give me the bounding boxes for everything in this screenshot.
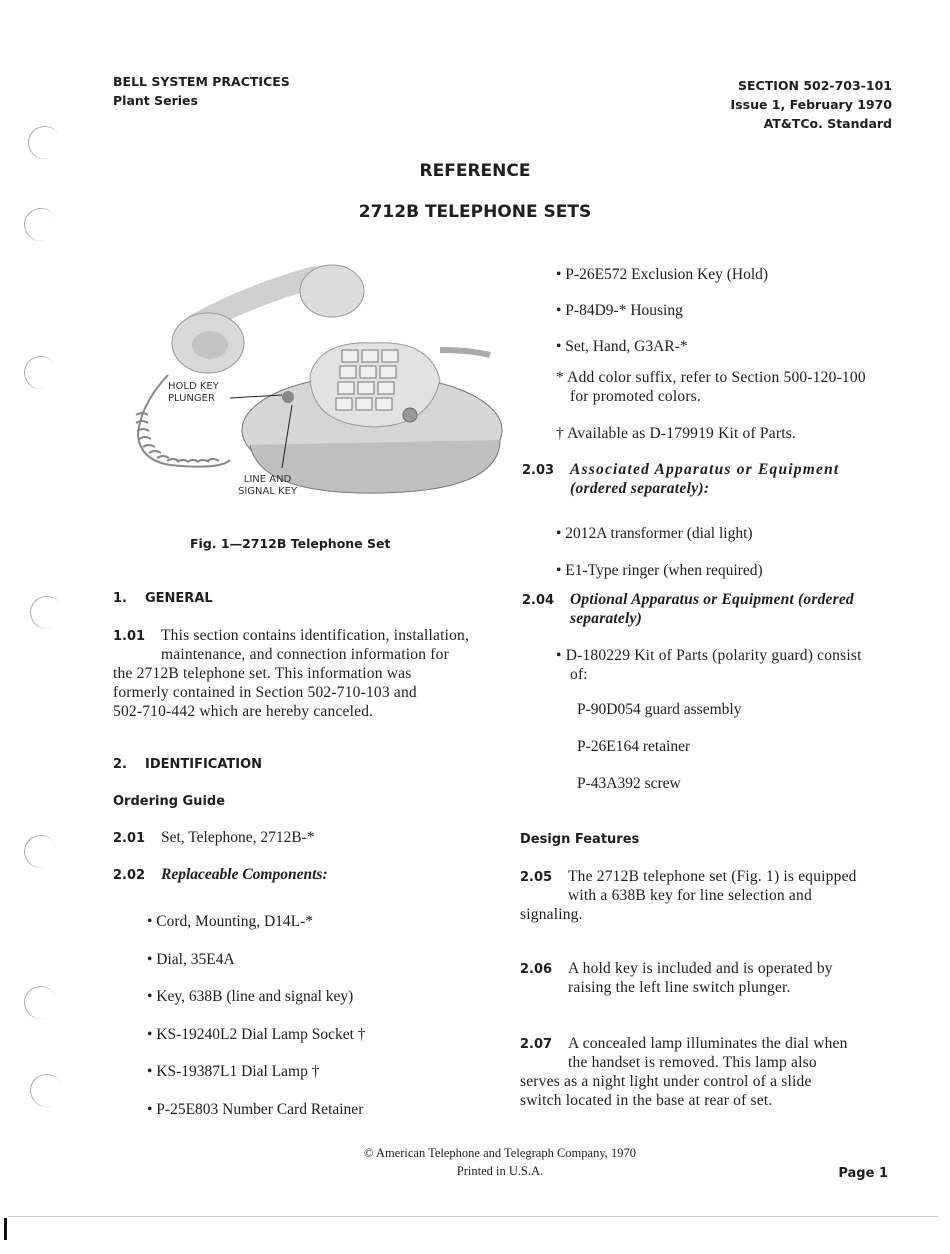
optional-kit-line: of: [570,666,588,683]
optional-part: P-26E164 retainer [577,738,691,755]
para-2-04-heading [570,590,854,628]
issue-date: Issue 1, February 1970 [730,97,892,112]
para-2-06-number: 2.06 [520,962,553,977]
scan-edge-mark [4,1218,7,1240]
component-item: • Key, 638B (line and signal key) [147,988,354,1005]
ordering-guide-heading: Ordering Guide [113,794,226,809]
para-2-07-number: 2.07 [520,1037,553,1052]
associated-item: • E1-Type ringer (when required) [556,562,763,579]
para-2-03-heading-line: Associated Apparatus or Equipment [570,461,840,478]
para-2-03-heading-line: (ordered separately): [570,480,710,497]
series-subtitle: Plant Series [113,93,198,108]
doc-title-main: 2712B TELEPHONE SETS [358,202,592,222]
para-2-05-line: with a 638B key for line selection and [568,887,812,904]
para-2-06-line: A hold key is included and is operated by [568,960,833,977]
section-2-number: 2. [113,757,127,772]
para-2-01-number: 2.01 [113,831,146,846]
para-2-02-number: 2.02 [113,868,146,883]
para-2-05 [520,867,890,924]
label-line-key-line1: LINE AND [243,474,292,485]
note-kit-of-parts: † Available as D-179919 Kit of Parts. [556,425,797,442]
section-1-heading: GENERAL [145,591,213,606]
optional-part: P-43A392 screw [577,775,681,792]
series-title: BELL SYSTEM PRACTICES [113,74,290,89]
optional-kit-line: • D-180229 Kit of Parts (polarity guard) consist [556,647,862,664]
page-number: Page 1 [838,1166,888,1181]
note-line: for promoted colors. [570,388,701,405]
para-2-07 [520,1034,890,1110]
standard-label: AT&TCo. Standard [763,116,892,131]
components-list-left [147,903,366,1128]
label-line-signal-key [238,474,297,498]
component-item: • P-84D9-* Housing [556,302,683,319]
component-item: • Set, Hand, G3AR-* [556,338,688,355]
para-2-02-heading: Replaceable Components: [161,866,328,883]
figure-telephone [110,255,510,505]
label-hold-key-line1: HOLD KEY [168,381,219,392]
copyright-notice: © American Telephone and Telegraph Company, 1970 [363,1146,637,1160]
para-2-07-line: switch located in the base at rear of set. [520,1092,773,1109]
design-features-heading: Design Features [520,832,640,847]
para-2-07-line: A concealed lamp illuminates the dial when [568,1035,848,1052]
para-2-05-line: The 2712B telephone set (Fig. 1) is equipped [568,868,857,885]
figure-caption: Fig. 1—2712B Telephone Set [190,536,391,551]
para-2-01: Set, Telephone, 2712B-* [161,829,315,846]
para-1-01-line: formerly contained in Section 502-710-103 and [113,684,417,701]
para-2-03-number: 2.03 [522,463,555,478]
bottom-rule [8,1216,938,1217]
para-2-04-number: 2.04 [522,593,555,608]
optional-part: P-90D054 guard assembly [577,701,742,718]
label-line-key-line2: SIGNAL KEY [238,486,298,497]
para-2-07-line: the handset is removed. This lamp also [568,1054,817,1071]
printed-notice: Printed in U.S.A. [456,1164,544,1178]
para-1-01-number: 1.01 [113,629,146,644]
para-1-01 [113,626,483,721]
component-item: • Dial, 35E4A [147,950,235,968]
para-1-01-line: This section contains identification, installation, [161,627,470,644]
para-1-01-line: 502-710-442 which are hereby canceled. [113,703,374,720]
para-2-06 [568,959,833,997]
section-2-heading: IDENTIFICATION [145,757,263,772]
para-2-04-heading-line: Optional Apparatus or Equipment (ordered [570,591,854,608]
note-color-suffix [556,368,866,406]
para-2-06-line: raising the left line switch plunger. [568,979,791,996]
associated-item: • 2012A transformer (dial light) [556,525,753,542]
associated-list [556,515,763,589]
label-hold-key-line2: PLUNGER [168,393,215,404]
doc-title-reference: REFERENCE [419,161,531,181]
section-1-number: 1. [113,591,127,606]
para-2-03-heading [570,460,839,498]
para-2-05-number: 2.05 [520,870,553,885]
para-2-07-line: serves as a night light under control of a slide [520,1073,812,1090]
header-right [731,76,892,133]
para-2-04-heading-line: separately) [570,610,642,627]
section-number: SECTION 502-703-101 [738,78,892,93]
components-list-right [556,257,768,365]
note-line: * Add color suffix, refer to Section 500-120-100 [556,369,866,386]
component-item: • KS-19387L1 Dial Lamp † [147,1063,320,1080]
component-item: • KS-19240L2 Dial Lamp Socket † [147,1025,366,1043]
para-1-01-line: the 2712B telephone set. This information was [113,665,412,682]
component-item: • P-26E572 Exclusion Key (Hold) [556,266,769,283]
telephone-illustration [110,255,510,505]
para-2-05-line: signaling. [520,906,583,923]
optional-kit [556,646,862,684]
label-hold-key [168,381,219,405]
component-item: • P-25E803 Number Card Retainer [147,1100,364,1118]
component-item: • Cord, Mounting, D14L-* [147,913,314,930]
para-1-01-line: maintenance, and connection information for [161,646,449,663]
header-left [113,72,290,110]
